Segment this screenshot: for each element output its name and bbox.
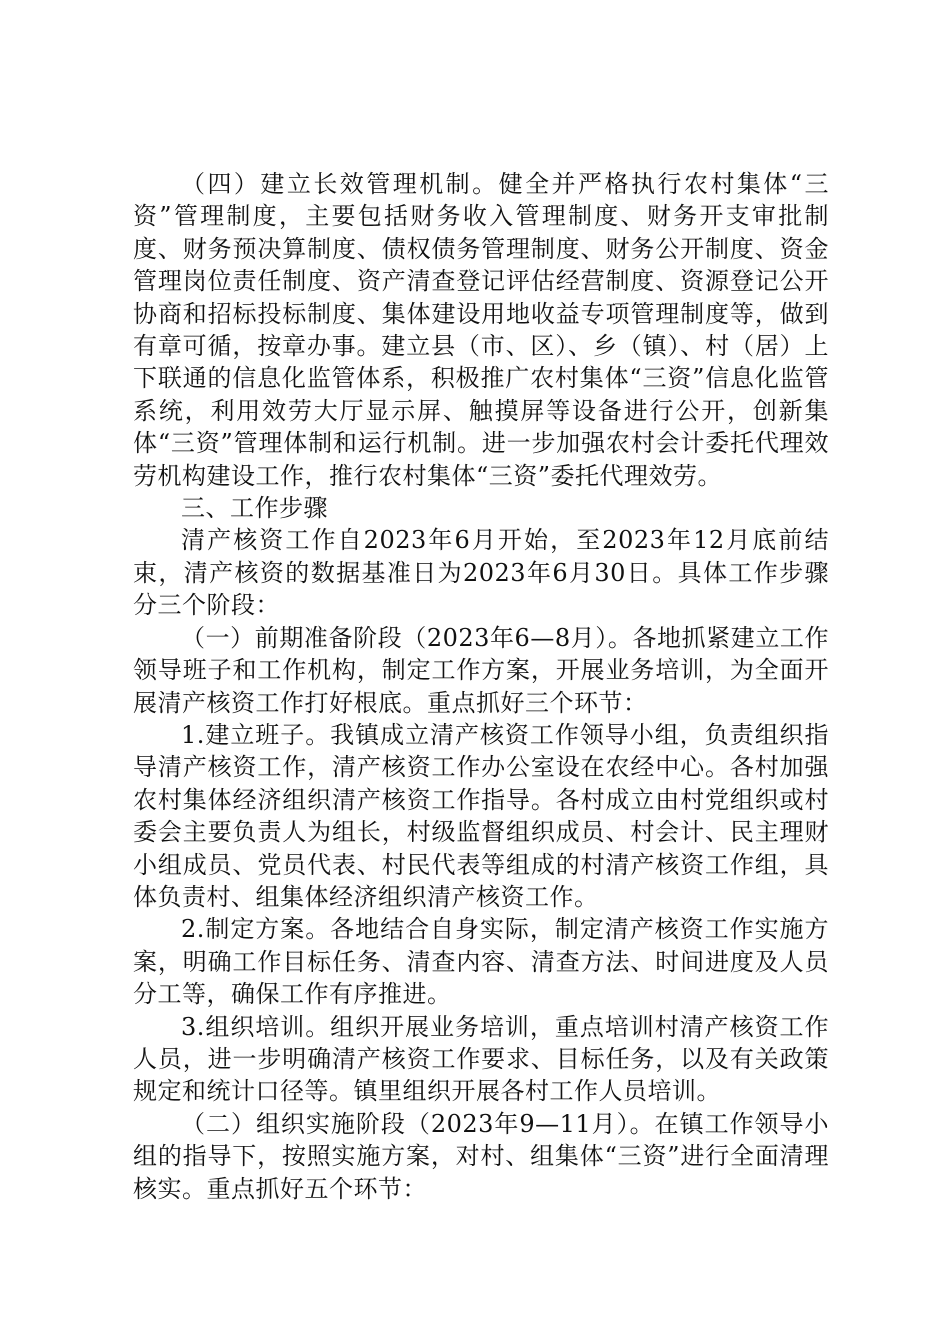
paragraph-timeline: 清产核资工作自2023年6月开始，至2023年12月底前结束，清产核资的数据基准日为2023年6月30日。具体工作步骤分三个阶段： xyxy=(133,526,829,620)
paragraph-build-team: 1.建立班子。我镇成立清产核资工作领导小组，负责组织指导清产核资工作，清产核资工作办公室设在农经中心。各村加强农村集体经济组织清产核资工作指导。各村成立由村党组织或村委会主要负责人为组长，村级监督组织成员、村会计、民主理财小组成员、党员代表、村民代表等组成的村清产核资工作组，具体负责村、组集体经济组织清产核资工作。 xyxy=(133,720,829,911)
paragraph-make-plan: 2.制定方案。各地结合自身实际，制定清产核资工作实施方案，明确工作目标任务、清查内容、清查方法、时间进度及人员分工等，确保工作有序推进。 xyxy=(133,915,829,1009)
section-heading-work-steps: 三、工作步骤 xyxy=(181,494,328,523)
paragraph-long-term-mechanism: （四）建立长效管理机制。健全并严格执行农村集体“三资”管理制度，主要包括财务收入管理制度、财务开支审批制度、财务预决算制度、债权债务管理制度、财务公开制度、资金管理岗位责任制度、资产清查登记评估经营制度、资源登记公开协商和招标投标制度、集体建设用地收益专项管理制度等，做到有章可循，按章办事。建立县（市、区）、乡（镇）、村（居）上下联通的信息化监管体系，积极推广农村集体“三资”信息化监管系统，利用效劳大厅显示屏、触摸屏等设备进行公开，创新集体“三资”管理体制和运行机制。进一步加强农村会计委托代理效劳机构建设工作，推行农村集体“三资”委托代理效劳。 xyxy=(133,170,829,490)
paragraph-preparation-stage: （一）前期准备阶段（2023年6—8月）。各地抓紧建立工作领导班子和工作机构，制定工作方案，开展业务培训，为全面开展清产核资工作打好根底。重点抓好三个环节： xyxy=(133,623,829,717)
paragraph-implementation-stage: （二）组织实施阶段（2023年9—11月）。在镇工作领导小组的指导下，按照实施方案，对村、组集体“三资”进行全面清理核实。重点抓好五个环节： xyxy=(133,1109,829,1203)
paragraph-training: 3.组织培训。组织开展业务培训，重点培训村清产核资工作人员，进一步明确清产核资工作要求、目标任务，以及有关政策规定和统计口径等。镇里组织开展各村工作人员培训。 xyxy=(133,1012,829,1106)
document-body xyxy=(133,168,829,1205)
